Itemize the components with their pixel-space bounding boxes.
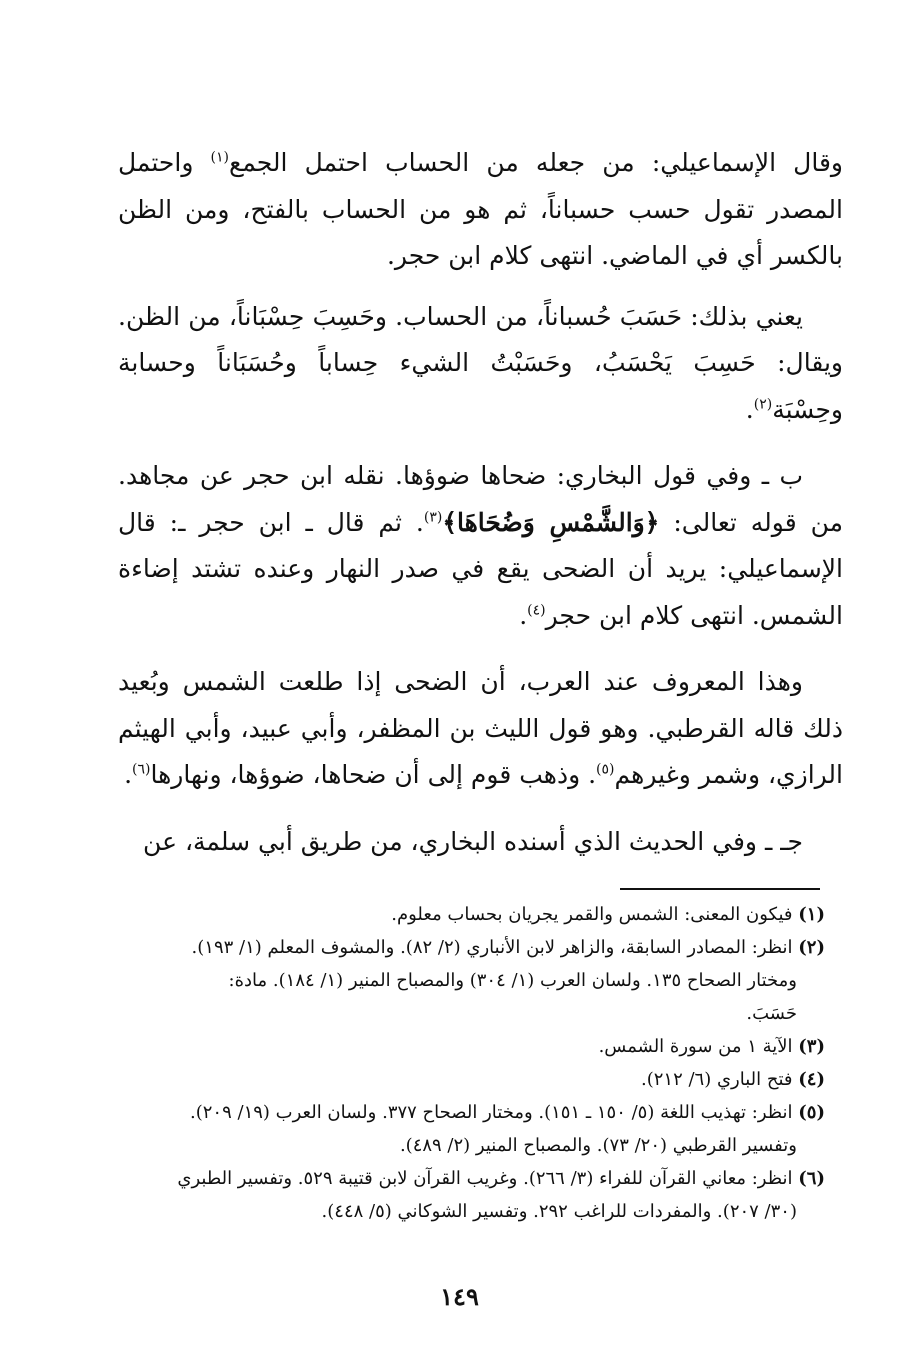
paragraph-3-end: .: [519, 600, 528, 630]
paragraph-4-text-a: وهذا المعروف عند العرب، أن الضحى إذا طلعت الشمس وبُعيد ذلك قاله القرطبي. وهو قول الليث بن المظفر، وأبي عبيد، وأبي الهيثم الرازي، وشمر وغيرهم: [118, 667, 843, 789]
page-number: ١٤٩: [440, 1282, 479, 1311]
footnote-ref-2[interactable]: (٢): [753, 396, 773, 413]
footnote-ref-6[interactable]: (٦): [132, 761, 151, 778]
paragraph-3: [118, 453, 843, 639]
footnote-text: (٣٠/ ٢٠٧). والمفردات للراغب ٢٩٢. وتفسير الشوكاني (٥/ ٤٤٨).: [321, 1201, 797, 1222]
paragraph-1-line-1: وقال الإسماعيلي: من جعله من الحساب احتمل الجمع: [229, 148, 843, 177]
paragraph-3-text-a: ب ـ وفي قول البخاري: ضحاها ضوؤها. نقله ابن حجر عن مجاهد. من قوله تعالى:: [118, 461, 843, 537]
paragraph-2-text: يعني بذلك: حَسَبَ حُسباناً، من الحساب. وحَسِبَ حِسْبَاناً، من الظن. ويقال: حَسِبَ يَحْسَبُ، وحَسَبْتُ الشيء حِساباً وحُسَبَاناً وحسابة وحِسْبَة: [118, 301, 843, 424]
footnote-ref-3[interactable]: (٣): [423, 509, 443, 526]
paragraph-4-end: .: [124, 760, 133, 789]
footnote-number: (٤): [798, 1069, 825, 1090]
footnote-ref-4[interactable]: (٤): [527, 602, 546, 619]
footnote-number: (٥): [798, 1102, 825, 1123]
paragraph-5: [118, 819, 843, 866]
footnote-6: [125, 1162, 825, 1228]
footnote-text: انظر: المصادر السابقة، والزاهر لابن الأنباري (٢/ ٨٢). والمشوف المعلم (١/ ١٩٣).: [191, 937, 793, 958]
main-text: [118, 140, 843, 865]
footnote-text: انظر: معاني القرآن للفراء (٣/ ٢٦٦). وغريب القرآن لابن قتيبة ٥٢٩. وتفسير الطبري: [177, 1168, 793, 1189]
footnote-3: [125, 1030, 825, 1063]
footnote-text: حَسَبَ.: [746, 1003, 797, 1024]
footnote-text: الآية ١ من سورة الشمس.: [598, 1036, 793, 1057]
footnotes-list: [125, 898, 825, 1228]
footnote-number: (٦): [798, 1168, 825, 1189]
paragraph-4: [118, 659, 843, 799]
footnote-number: (٢): [798, 937, 825, 958]
paragraph-2-end: .: [745, 394, 754, 424]
footnote-5: [125, 1096, 825, 1162]
footnote-text: وتفسير القرطبي (٢٠/ ٧٣). والمصباح المنير (٢/ ٤٨٩).: [399, 1135, 797, 1156]
paragraph-4-text-b: . وذهب قوم إلى أن ضحاها، ضوؤها، ونهارها: [150, 760, 597, 789]
footnote-text: ومختار الصحاح ١٣٥. ولسان العرب (١/ ٣٠٤) والمصباح المنير (١/ ١٨٤). مادة:: [228, 970, 797, 991]
paragraph-2: [118, 294, 843, 434]
footnote-2: [125, 931, 825, 1030]
quran-verse: ﴿وَالشَّمْسِ وَضُحَاهَا﴾: [442, 507, 660, 537]
paragraph-3-text-b: . ثم قال ـ ابن حجر ـ: قال الإسماعيلي: يريد أن الضحى يقع في صدر النهار وعنده تشتد إضاءة الشمس. انتهى كلام ابن حجر: [118, 507, 843, 630]
paragraph-1: [118, 140, 843, 280]
footnote-text: فتح الباري (٦/ ٢١٢).: [640, 1069, 793, 1090]
footnote-4: [125, 1063, 825, 1096]
footnote-ref-1[interactable]: (١): [210, 149, 230, 166]
paragraph-5-text: جـ ـ وفي الحديث الذي أسنده البخاري، من طريق أبي سلمة، عن: [143, 826, 803, 856]
footnote-divider: [620, 888, 820, 890]
footnote-text: انظر: تهذيب اللغة (٥/ ١٥٠ ـ ١٥١). ومختار الصحاح ٣٧٧. ولسان العرب (١٩/ ٢٠٩).: [190, 1102, 793, 1123]
footnote-number: (٣): [798, 1036, 825, 1057]
footnote-text: فيكون المعنى: الشمس والقمر يجريان بحساب معلوم.: [391, 904, 793, 925]
footnote-number: (١): [798, 904, 825, 925]
footnote-ref-5[interactable]: (٥): [596, 761, 615, 778]
paragraph-1-line-2: واحتمل المصدر تقول حسب حسباناً، ثم هو من الحساب بالفتح، ومن الظن بالكسر أي في الماضي. انتهى كلام ابن حجر.: [118, 148, 843, 270]
footnote-1: [125, 898, 825, 931]
